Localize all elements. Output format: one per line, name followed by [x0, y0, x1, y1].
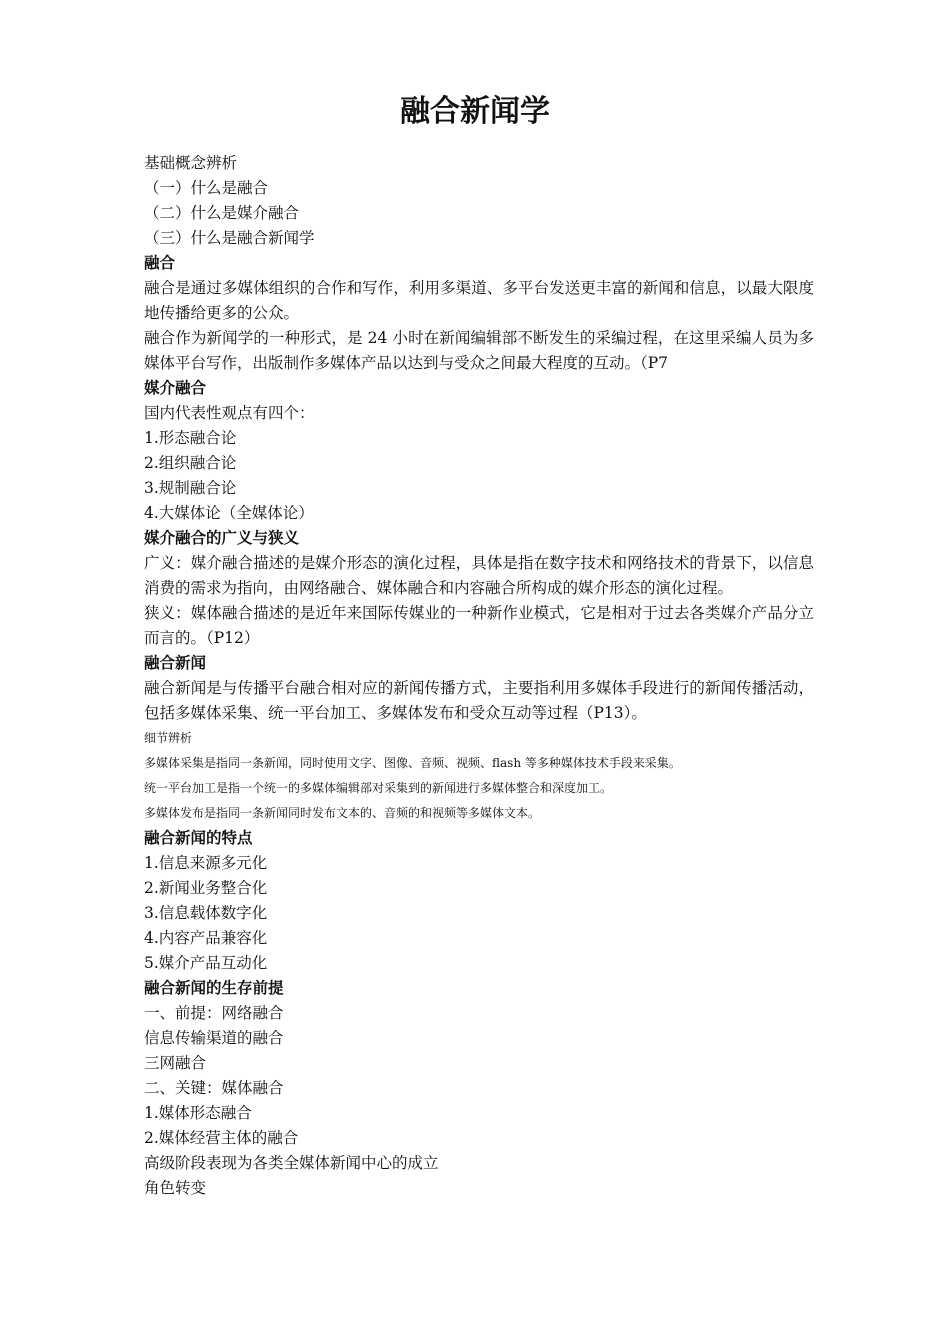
- paragraph: 融合是通过多媒体组织的合作和写作，利用多渠道、多平台发送更丰富的新闻和信息，以最大限度地传播给更多的公众。: [144, 279, 814, 322]
- small-text-line: 多媒体发布是指同一条新闻同时发布文本的、音频的和视频等多媒体文本。: [144, 806, 541, 820]
- list-item: 2.组织融合论: [144, 454, 237, 472]
- list-item: 4.内容产品兼容化: [144, 929, 268, 947]
- list-item: 5.媒介产品互动化: [144, 954, 268, 972]
- section-heading: 融合新闻的特点: [144, 829, 253, 847]
- text-line: （二）什么是媒介融合: [144, 204, 300, 222]
- text-line: 角色转变: [144, 1179, 207, 1197]
- list-item: 2.新闻业务整合化: [144, 879, 268, 897]
- small-text-line: 多媒体采集是指同一条新闻，同时使用文字、图像、音频、视频、flash 等多种媒体技术手段来采集。: [144, 756, 681, 770]
- list-item: 4.大媒体论（全媒体论）: [144, 504, 314, 522]
- list-item: 1.形态融合论: [144, 429, 237, 447]
- text-line: 信息传输渠道的融合: [144, 1029, 284, 1047]
- text-line: 高级阶段表现为各类全媒体新闻中心的成立: [144, 1154, 439, 1172]
- text-line: 国内代表性观点有四个：: [144, 404, 315, 422]
- small-text-line: 统一平台加工是指一个统一的多媒体编辑部对采集到的新闻进行多媒体整合和深度加工。: [144, 781, 613, 795]
- list-item: 3.信息载体数字化: [144, 904, 268, 922]
- section-heading: 融合新闻: [144, 654, 207, 672]
- section-heading: 融合新闻的生存前提: [144, 979, 284, 997]
- list-item: 1.信息来源多元化: [144, 854, 268, 872]
- list-item: 3.规制融合论: [144, 479, 237, 497]
- document-title: 融合新闻学: [400, 94, 550, 129]
- paragraph: 融合新闻是与传播平台融合相对应的新闻传播方式，主要指利用多媒体手段进行的新闻传播活动，包括多媒体采集、统一平台加工、多媒体发布和受众互动等过程（P13）。: [144, 679, 814, 722]
- list-item: 2.媒体经营主体的融合: [144, 1129, 299, 1147]
- section-heading: 媒介融合的广义与狭义: [144, 529, 300, 547]
- text-line: 基础概念辨析: [144, 154, 238, 172]
- text-line: （三）什么是融合新闻学: [144, 229, 315, 247]
- text-line: 二、关键：媒体融合: [144, 1079, 284, 1097]
- paragraph: 融合作为新闻学的一种形式，是 24 小时在新闻编辑部不断发生的采编过程，在这里采编人员为多媒体平台写作，出版制作多媒体产品以达到与受众之间最大程度的互动。（P7: [144, 329, 814, 372]
- section-heading: 媒介融合: [144, 379, 207, 397]
- paragraph: 狭义：媒体融合描述的是近年来国际传媒业的一种新作业模式，它是相对于过去各类媒介产品分立而言的。（P12）: [144, 604, 814, 647]
- text-line: 三网融合: [144, 1054, 207, 1072]
- document-body: [144, 151, 814, 1201]
- list-item: 1.媒体形态融合: [144, 1104, 252, 1122]
- text-line: 一、前提：网络融合: [144, 1004, 284, 1022]
- small-text-line: 细节辨析: [144, 731, 193, 745]
- text-line: （一）什么是融合: [144, 179, 269, 197]
- section-heading: 融合: [144, 254, 176, 272]
- paragraph: 广义：媒介融合描述的是媒介形态的演化过程，具体是指在数字技术和网络技术的背景下，以信息消费的需求为指向，由网络融合、媒体融合和内容融合所构成的媒介形态的演化过程。: [144, 554, 814, 597]
